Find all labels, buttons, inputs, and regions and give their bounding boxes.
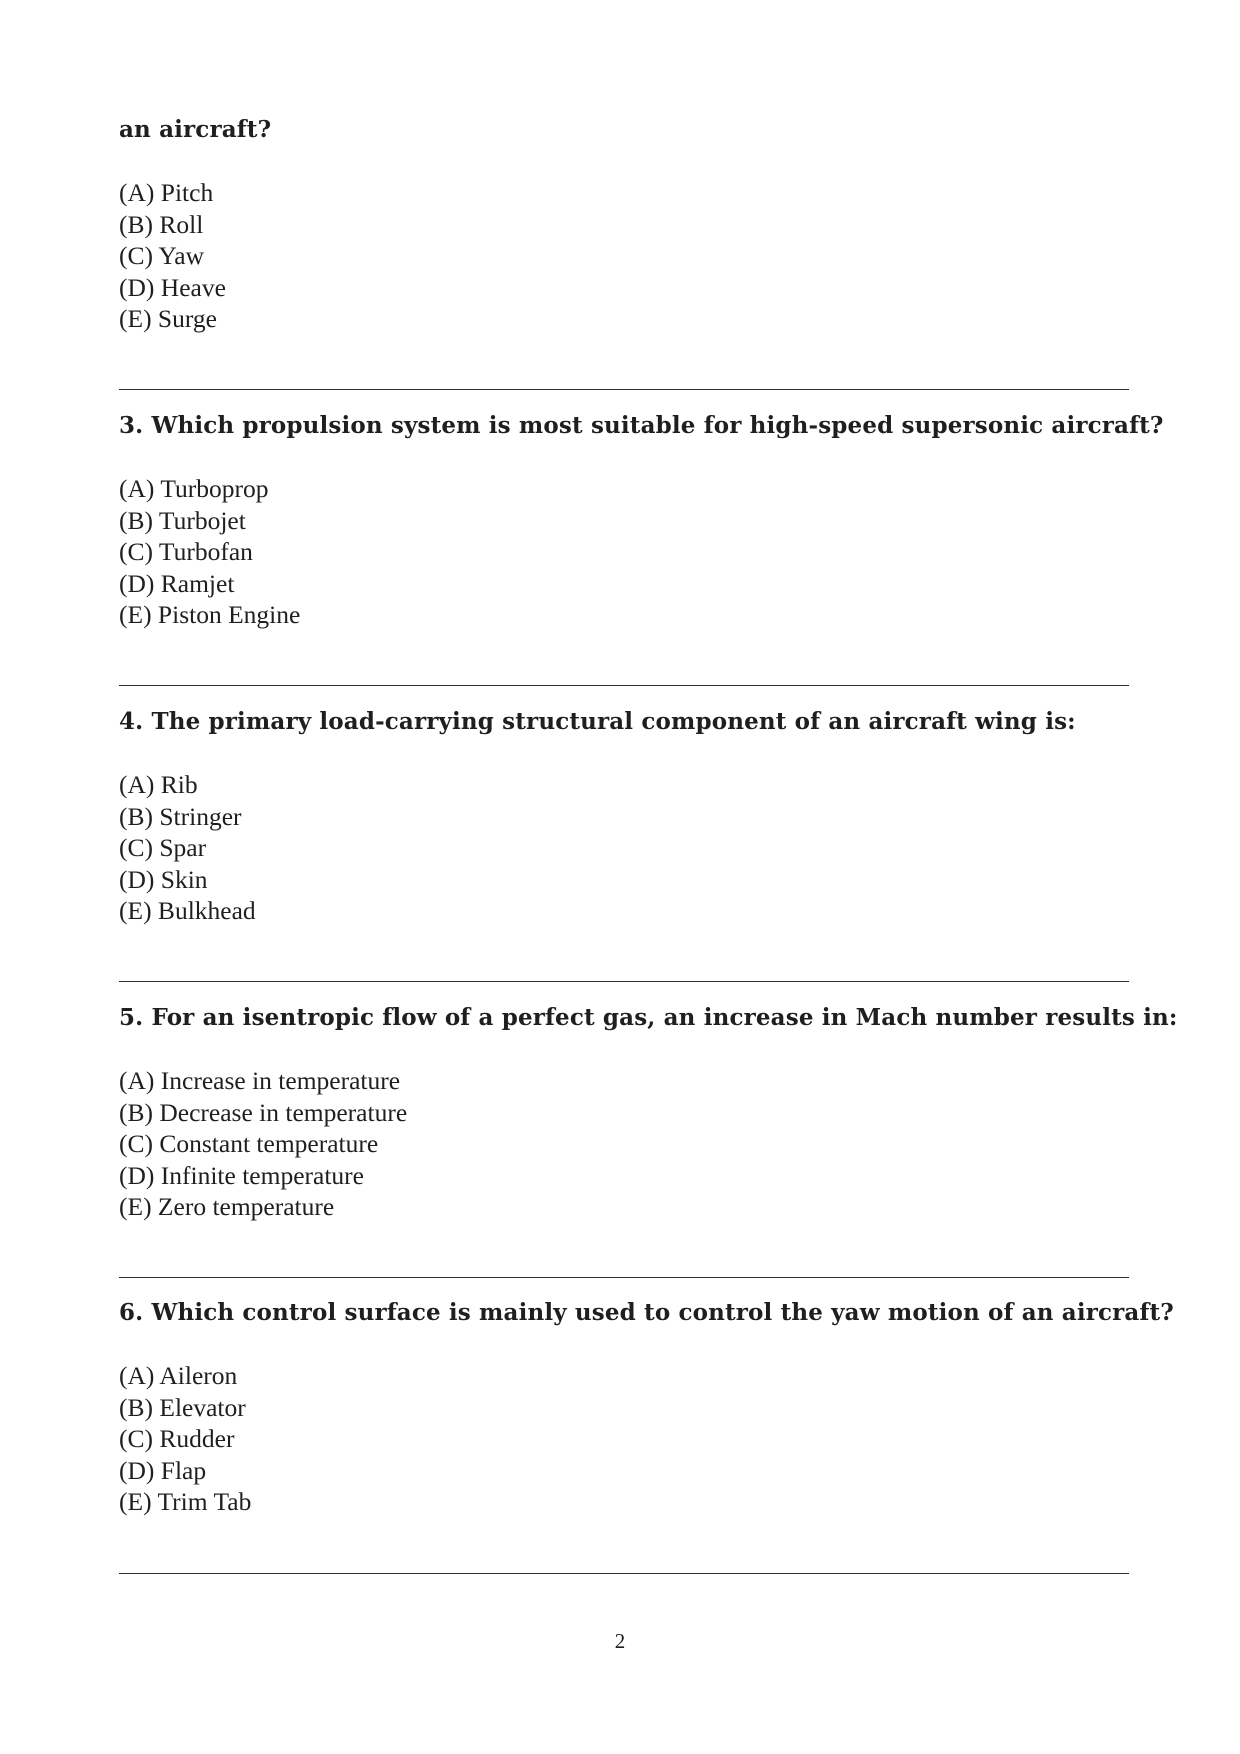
question-2-continued bbox=[119, 115, 1129, 335]
option-c: (C) Constant temperature bbox=[119, 1129, 379, 1158]
option-b: (B) Roll bbox=[119, 209, 204, 239]
option-b: (B) Stringer bbox=[119, 801, 242, 831]
question-title: 5. For an isentropic flow of a perfect gas, an increase in Mach number results in: bbox=[119, 1004, 1178, 1031]
option-d: (D) Heave bbox=[119, 272, 226, 302]
question-title: an aircraft? bbox=[119, 116, 272, 143]
option-d: (D) Infinite temperature bbox=[119, 1160, 364, 1190]
option-e: (E) Zero temperature bbox=[119, 1192, 335, 1221]
option-e: (E) Trim Tab bbox=[119, 1487, 252, 1516]
divider bbox=[119, 981, 1129, 982]
question-5 bbox=[119, 1003, 1178, 1223]
option-b: (B) Turbojet bbox=[119, 505, 246, 535]
question-title: 4. The primary load-carrying structural component of an aircraft wing is: bbox=[119, 708, 1076, 735]
option-c: (C) Rudder bbox=[119, 1424, 235, 1453]
question-3 bbox=[119, 411, 1164, 631]
question-6 bbox=[119, 1298, 1174, 1518]
option-d: (D) Flap bbox=[119, 1455, 207, 1485]
divider bbox=[119, 389, 1129, 390]
option-c: (C) Turbofan bbox=[119, 537, 253, 566]
option-c: (C) Spar bbox=[119, 833, 207, 862]
option-list bbox=[119, 177, 1129, 335]
option-e: (E) Bulkhead bbox=[119, 896, 256, 925]
option-b: (B) Decrease in temperature bbox=[119, 1097, 408, 1127]
option-list bbox=[119, 1065, 1129, 1223]
divider bbox=[119, 685, 1129, 686]
option-a: (A) Rib bbox=[119, 770, 198, 799]
question-title: 3. Which propulsion system is most suitable for high-speed supersonic aircraft? bbox=[119, 412, 1164, 439]
option-b: (B) Elevator bbox=[119, 1392, 246, 1422]
option-c: (C) Yaw bbox=[119, 241, 205, 270]
question-4 bbox=[119, 707, 1129, 927]
divider bbox=[119, 1277, 1129, 1278]
option-e: (E) Surge bbox=[119, 304, 217, 333]
divider bbox=[119, 1573, 1129, 1574]
option-d: (D) Ramjet bbox=[119, 568, 235, 598]
option-a: (A) Aileron bbox=[119, 1361, 238, 1390]
option-a: (A) Turboprop bbox=[119, 474, 269, 503]
option-d: (D) Skin bbox=[119, 864, 208, 894]
option-a: (A) Pitch bbox=[119, 178, 214, 207]
option-a: (A) Increase in temperature bbox=[119, 1066, 401, 1095]
option-e: (E) Piston Engine bbox=[119, 600, 301, 629]
option-list bbox=[119, 473, 1129, 631]
option-list bbox=[119, 769, 1129, 927]
option-list bbox=[119, 1360, 1129, 1518]
question-title: 6. Which control surface is mainly used to control the yaw motion of an aircraft? bbox=[119, 1299, 1174, 1326]
page-number: 2 bbox=[614, 1629, 626, 1653]
